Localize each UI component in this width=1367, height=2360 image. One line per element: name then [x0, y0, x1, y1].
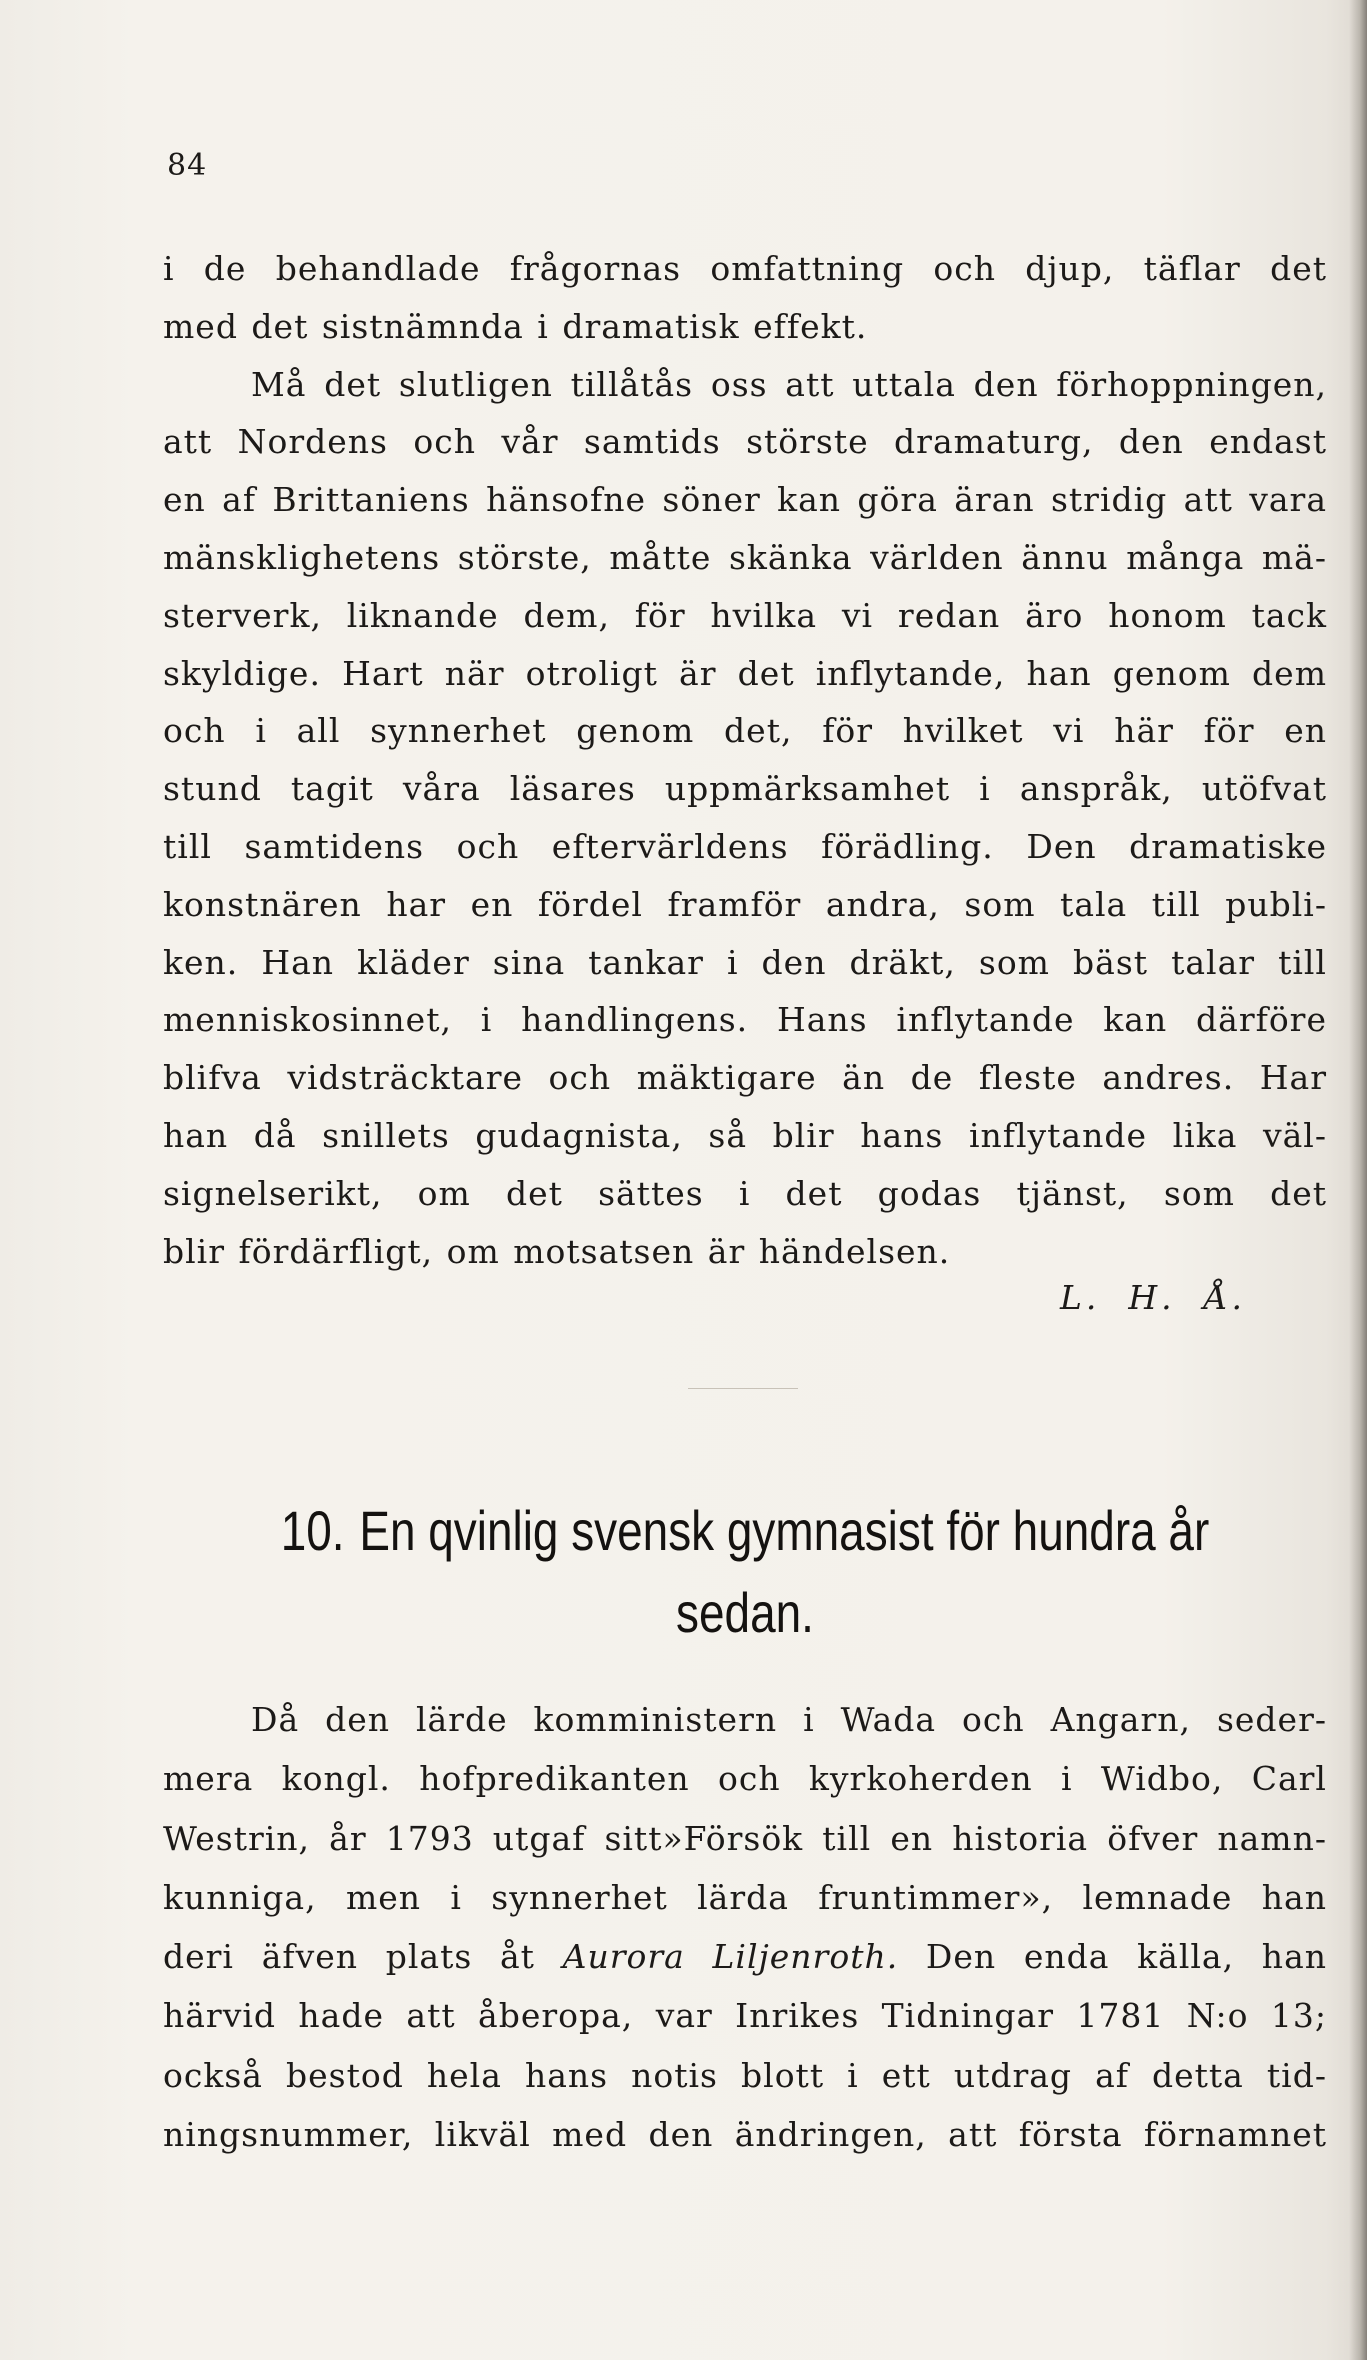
text-line: ningsnummer, likväl med den ändringen, att första förnamnet: [163, 2115, 1327, 2155]
text-line: blifva vidsträcktare och mäktigare än de fleste andres. Har: [163, 1058, 1327, 1098]
text-line: skyldige. Hart när otroligt är det inflytande, han genom dem: [163, 653, 1327, 693]
text-line: Må det slutligen tillåtås oss att uttala den förhoppningen,: [251, 364, 1327, 404]
text-line: Westrin, år 1793 utgaf sitt»Försök till en historia öfver namn-: [163, 1818, 1327, 1858]
text-line: mänsklighetens störste, måtte skänka världen ännu många mä-: [163, 537, 1327, 577]
text-line: han då snillets gudagnista, så blir hans inflytande lika väl-: [163, 1115, 1327, 1155]
heading-line-2: sedan.: [676, 1581, 814, 1644]
text-line: att Nordens och vår samtids störste dramaturg, den endast: [163, 422, 1327, 462]
text-line: till samtidens och eftervärldens förädling. Den dramatiske: [163, 826, 1327, 866]
section-divider: [688, 1388, 798, 1389]
name-italic: Aurora Liljenroth.: [562, 1937, 899, 1977]
body-text-upper: [163, 240, 1327, 1280]
page-edge-shadow: [1349, 0, 1367, 2360]
text-segment: Den enda källa, han: [898, 1937, 1327, 1977]
text-line: konstnären har en fördel framför andra, som tala till publi-: [163, 884, 1327, 924]
text-line: blir fördärfligt, om motsatsen är händelsen.: [163, 1231, 951, 1271]
body-text-lower: [163, 1690, 1327, 2164]
text-line: också bestod hela hans notis blott i ett utdrag af detta tid-: [163, 2055, 1327, 2095]
text-line: ken. Han kläder sina tankar i den dräkt, som bäst talar till: [163, 942, 1327, 982]
signature-initial: H.: [1128, 1278, 1176, 1317]
signature-initial: L.: [1060, 1278, 1101, 1317]
text-line: Då den lärde komministern i Wada och Angarn, seder-: [251, 1700, 1327, 1739]
text-line: menniskosinnet, i handlingens. Hans inflytande kan därföre: [163, 1000, 1327, 1040]
chapter-number: 10.: [280, 1499, 345, 1562]
heading-line-1: [268, 1490, 1222, 1572]
text-line: med det sistnämnda i dramatisk effekt.: [163, 306, 868, 346]
author-signature: [1060, 1278, 1274, 1317]
text-line: kunniga, men i synnerhet lärda fruntimmer», lemnade han: [163, 1877, 1327, 1917]
text-line: stund tagit våra läsares uppmärksamhet i anspråk, utöfvat: [163, 769, 1327, 809]
text-line: [163, 1927, 1327, 1986]
text-line: och i all synnerhet genom det, för hvilket vi här för en: [163, 711, 1327, 751]
chapter-heading: [268, 1490, 1222, 1654]
text-line: sterverk, liknande dem, för hvilka vi redan äro honom tack: [163, 595, 1327, 635]
heading-title: En qvinlig svensk gymnasist för hundra år: [359, 1499, 1210, 1562]
page-number: 84: [167, 148, 208, 183]
text-line: härvid hade att åberopa, var Inrikes Tidningar 1781 N:o 13;: [163, 1996, 1327, 2036]
text-line: mera kongl. hofpredikanten och kyrkoherden i Widbo, Carl: [163, 1759, 1327, 1799]
text-line: i de behandlade frågornas omfattning och djup, täflar det: [163, 249, 1327, 288]
signature-initial: Å.: [1203, 1278, 1247, 1317]
text-segment: deri äfven plats åt: [163, 1937, 563, 1977]
text-line: signelserikt, om det sättes i det godas tjänst, som det: [163, 1173, 1327, 1213]
text-line: en af Brittaniens hänsofne söner kan göra äran stridig att vara: [163, 480, 1327, 520]
